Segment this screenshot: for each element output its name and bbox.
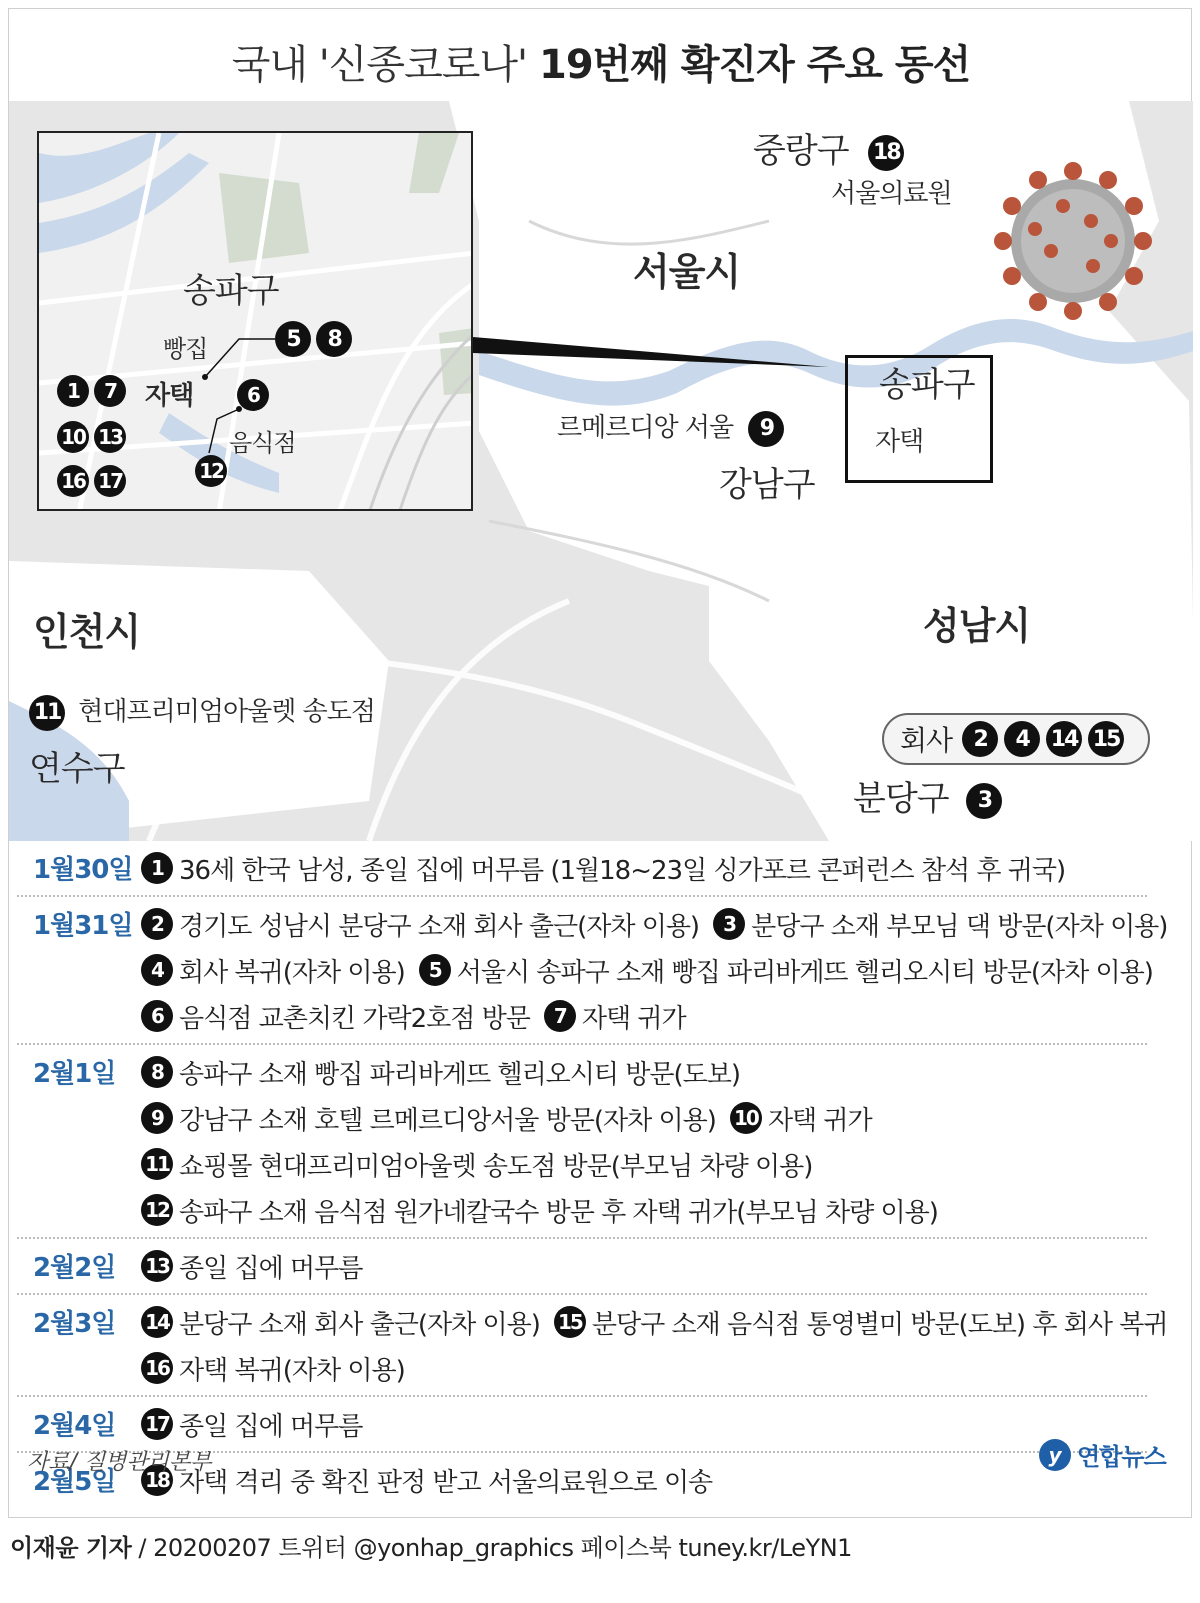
event-number-marker: 13 xyxy=(141,1250,173,1282)
title-prefix: 국내 '신종코로나' xyxy=(231,41,527,88)
timeline xyxy=(17,841,1168,1507)
event-text: 송파구 소재 빵집 파리바게뜨 헬리오시티 방문(도보) xyxy=(179,1059,741,1090)
timeline-event xyxy=(141,1406,362,1443)
timeline-event xyxy=(141,1100,716,1137)
event-text: 자택 복귀(자차 이용) xyxy=(179,1355,405,1386)
marker-9: 9 xyxy=(748,411,784,447)
marker-5: 5 xyxy=(275,321,311,357)
inset-markers-home-row2 xyxy=(57,421,126,453)
event-number-marker: 3 xyxy=(713,908,745,940)
event-number-marker: 18 xyxy=(141,1464,173,1496)
inset-markers-home-row1 xyxy=(57,375,126,407)
timeline-line xyxy=(141,1457,1147,1503)
event-number-marker: 11 xyxy=(141,1148,173,1180)
timeline-event xyxy=(141,850,1065,887)
timeline-event xyxy=(419,952,1153,989)
timeline-event xyxy=(141,1054,740,1091)
marker-18: 18 xyxy=(868,135,904,171)
event-text: 종일 집에 머무름 xyxy=(179,1411,363,1442)
label-company: 회사 xyxy=(900,724,953,757)
event-number-marker: 14 xyxy=(141,1306,173,1338)
inset-label-home: 자택 xyxy=(145,381,194,411)
event-text: 음식점 교촌치킨 가락2호점 방문 xyxy=(179,1003,530,1034)
event-text: 송파구 소재 음식점 원가네칼국수 방문 후 자택 귀가(부모님 차량 이용) xyxy=(179,1197,938,1228)
label-seoul-medical: 서울의료원 xyxy=(831,179,952,209)
label-jungnang: 중랑구 18 xyxy=(753,123,904,172)
source-note: 자료/ 질병관리본부 xyxy=(27,1450,212,1475)
event-number-marker: 17 xyxy=(141,1408,173,1440)
label-incheon: 인천시 xyxy=(33,610,141,654)
route-map xyxy=(9,101,1193,841)
timeline-event xyxy=(141,1248,362,1285)
timeline-day xyxy=(17,897,1168,1045)
timeline-event xyxy=(730,1100,872,1137)
event-number-marker: 1 xyxy=(141,852,173,884)
event-number-marker: 4 xyxy=(141,954,173,986)
event-text: 서울시 송파구 소재 빵집 파리바게뜨 헬리오시티 방문(자차 이용) xyxy=(456,957,1153,988)
timeline-line xyxy=(141,993,1147,1039)
yonhap-logo: y 연합뉴스 xyxy=(1039,1437,1166,1472)
timeline-date: 2월4일 xyxy=(33,1411,116,1441)
timeline-line xyxy=(141,1299,1168,1345)
marker-2: 2 xyxy=(962,721,998,757)
event-number-marker: 5 xyxy=(419,954,451,986)
infographic-frame xyxy=(8,8,1192,1518)
company-pill xyxy=(882,713,1150,765)
label-outlet: 11 현대프리미엄아울렛 송도점 xyxy=(29,691,375,731)
event-text: 자택 귀가 xyxy=(581,1003,686,1034)
credit-details: / 20200207 트위터 @yonhap_graphics 페이스북 tuney.kr/LeYN1 xyxy=(131,1534,852,1562)
timeline-line xyxy=(141,1095,1147,1141)
event-number-marker: 6 xyxy=(141,1000,173,1032)
timeline-date: 2월1일 xyxy=(33,1059,116,1089)
event-number-marker: 9 xyxy=(141,1102,173,1134)
event-text: 분당구 소재 부모님 댁 방문(자차 이용) xyxy=(751,911,1168,942)
event-number-marker: 16 xyxy=(141,1352,173,1384)
label-songpa: 송파구 xyxy=(879,365,975,405)
timeline-event xyxy=(141,952,405,989)
timeline-line xyxy=(141,947,1153,993)
marker-14: 14 xyxy=(1046,721,1082,757)
marker-17: 17 xyxy=(94,465,126,497)
label-lemeridien: 르메르디앙 서울 9 xyxy=(557,407,784,447)
event-text: 쇼핑몰 현대프리미엄아울렛 송도점 방문(부모님 차량 이용) xyxy=(179,1151,813,1182)
timeline-date: 1월30일 xyxy=(33,855,133,885)
yonhap-logo-icon: y xyxy=(1039,1439,1071,1471)
inset-markers-home-row3 xyxy=(57,465,126,497)
marker-16: 16 xyxy=(57,465,89,497)
inset-markers-bakery xyxy=(275,321,352,357)
marker-11: 11 xyxy=(29,695,65,731)
label-gangnam: 강남구 xyxy=(719,465,815,505)
event-number-marker: 10 xyxy=(730,1102,762,1134)
inset-marker-6: 6 xyxy=(237,379,269,411)
timeline-line xyxy=(141,845,1147,891)
timeline-line xyxy=(141,1141,1147,1187)
event-text: 자택 귀가 xyxy=(767,1105,872,1136)
marker-4: 4 xyxy=(1004,721,1040,757)
event-text: 종일 집에 머무름 xyxy=(179,1253,363,1284)
timeline-date: 2월3일 xyxy=(33,1309,116,1339)
label-seoul: 서울시 xyxy=(633,250,741,294)
marker-7: 7 xyxy=(94,375,126,407)
timeline-event xyxy=(554,1304,1168,1341)
event-text: 분당구 소재 음식점 통영별미 방문(도보) 후 회사 복귀 xyxy=(591,1309,1168,1340)
event-text: 강남구 소재 호텔 르메르디앙서울 방문(자차 이용) xyxy=(179,1105,716,1136)
marker-3: 3 xyxy=(966,783,1002,819)
timeline-event xyxy=(141,1146,812,1183)
marker-8: 8 xyxy=(316,321,352,357)
timeline-line xyxy=(141,901,1168,947)
timeline-day xyxy=(17,1295,1168,1397)
credit-footer xyxy=(10,1528,852,1563)
marker-1: 1 xyxy=(57,375,89,407)
event-text: 회사 복귀(자차 이용) xyxy=(179,957,405,988)
timeline-line xyxy=(141,1049,1147,1095)
timeline-line xyxy=(141,1345,1147,1391)
title-main: 19번째 확진자 주요 동선 xyxy=(538,41,971,88)
event-text: 분당구 소재 회사 출근(자차 이용) xyxy=(179,1309,540,1340)
inset-label-bakery: 빵집 xyxy=(163,335,208,363)
event-number-marker: 15 xyxy=(554,1306,586,1338)
event-text: 자택 격리 중 확진 판정 받고 서울의료원으로 이송 xyxy=(179,1467,713,1498)
timeline-line xyxy=(141,1243,1147,1289)
timeline-event xyxy=(713,906,1167,943)
inset-marker-12: 12 xyxy=(195,455,227,487)
timeline-event xyxy=(141,998,530,1035)
timeline-event xyxy=(141,906,699,943)
event-number-marker: 12 xyxy=(141,1194,173,1226)
marker-13: 13 xyxy=(94,421,126,453)
timeline-date: 2월5일 xyxy=(33,1467,116,1497)
inset-label-songpa: 송파구 xyxy=(183,271,279,311)
inset-label-restaurant: 음식점 xyxy=(229,429,296,457)
timeline-date: 2월2일 xyxy=(33,1253,116,1283)
timeline-day xyxy=(17,1239,1147,1295)
event-text: 36세 한국 남성, 종일 집에 머무름 (1월18~23일 싱가포르 콘퍼런스 참석 후 귀국) xyxy=(179,855,1066,886)
event-text: 경기도 성남시 분당구 소재 회사 출근(자차 이용) xyxy=(179,911,700,942)
event-number-marker: 7 xyxy=(544,1000,576,1032)
marker-10: 10 xyxy=(57,421,89,453)
songpa-inset-map xyxy=(37,131,473,511)
timeline-event xyxy=(141,1350,405,1387)
label-yeonsu: 연수구 xyxy=(29,749,125,789)
timeline-line xyxy=(141,1401,1147,1447)
event-number-marker: 8 xyxy=(141,1056,173,1088)
reporter-name: 이재윤 기자 xyxy=(10,1534,132,1562)
timeline-event xyxy=(141,1304,540,1341)
timeline-date: 1월31일 xyxy=(33,911,133,941)
timeline-event xyxy=(141,1462,712,1499)
marker-15: 15 xyxy=(1088,721,1124,757)
label-home: 자택 xyxy=(875,427,924,457)
timeline-day xyxy=(17,841,1147,897)
page-title xyxy=(9,17,1193,105)
timeline-event xyxy=(141,1192,938,1229)
timeline-event xyxy=(544,998,686,1035)
label-seongnam: 성남시 xyxy=(923,604,1031,648)
label-bundang: 분당구 3 xyxy=(853,771,1002,820)
event-number-marker: 2 xyxy=(141,908,173,940)
timeline-line xyxy=(141,1187,1147,1233)
timeline-day xyxy=(17,1045,1147,1239)
